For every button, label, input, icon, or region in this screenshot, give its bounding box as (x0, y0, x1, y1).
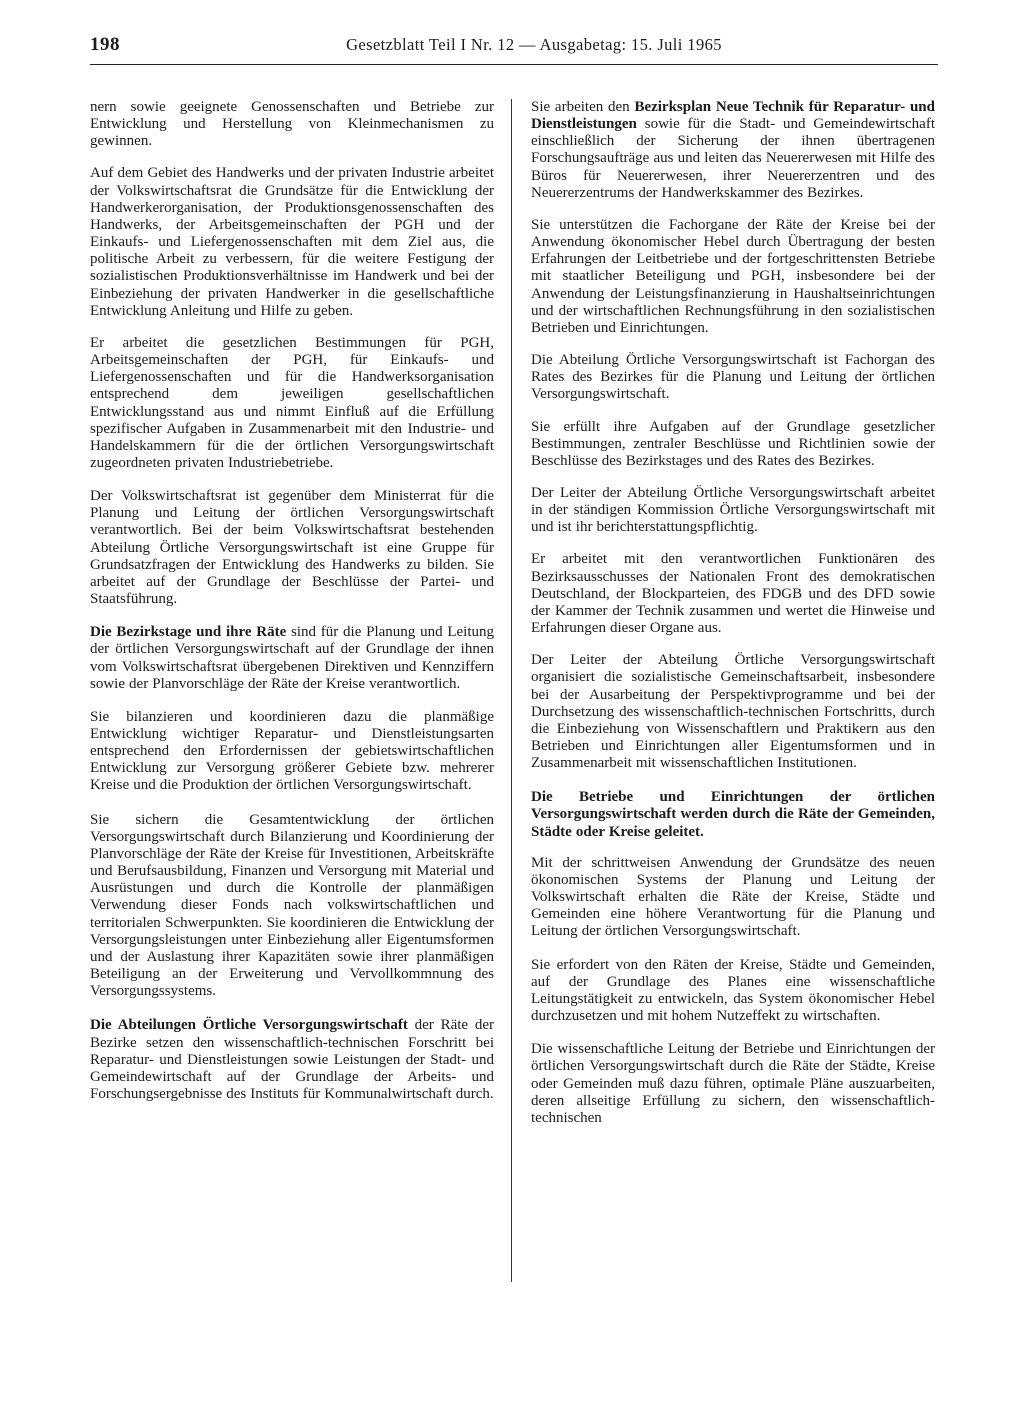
paragraph-text: Er arbeitet mit den verantwortlichen Funktionären des Bezirksausschusses der Nationalen Front des demokratischen Deutschland, der Blockparteien, des FDGB und des DFD sowie der Kammer der Technik zusammen und wertet die Hinweise und Erfahrungen dieser Organe aus. (531, 551, 935, 637)
paragraph (90, 709, 494, 795)
left-column (90, 99, 494, 1103)
paragraph-text: sind für die Planung und Leitung der örtlichen Versorgungswirtschaft auf der Grundlage der ihnen vom Volkswirtschaftsrat übergebenen Direktiven und Kennziffern sowie der Planvorschläge der Räte der Kreise verantwortlich. (90, 624, 494, 692)
paragraph (531, 485, 935, 536)
paragraph (531, 652, 935, 772)
paragraph-text: Sie erfüllt ihre Aufgaben auf der Grundlage gesetzlicher Bestimmungen, zentraler Beschlüsse und Richtlinien sowie der Beschlüsse des Bezirkstages und des Rates des Bezirkes. (531, 418, 935, 469)
paragraph-text: der Räte der Bezirke setzen den wissenschaftlich-technischen Forschritt bei Reparatur- und Dienstleistungen sowie Leistungen der Stadt- und Gemeindewirtschaft auf der Grundlage der Arbeits- und Forschungsergebnisse des Instituts für Kommunalwirtschaft durch. (90, 1017, 494, 1102)
paragraph (90, 335, 494, 472)
paragraph-text: Sie sichern die Gesamtentwicklung der örtlichen Versorgungswirtschaft durch Bilanzierung und Koordinierung der Planvorschläge der Räte der Kreise für Investitionen, Arbeitskräfte und Berufsausbildung, Finanzen und Versorgung mit Material und Ausrüstungen und durch die Kontrolle der planmäßigen Verwendung dieser Fonds nach volkswirtschaftlichen und territorialen Schwerpunkten. Sie koordinieren die Entwicklung der Versorgungsleistungen unter Einbeziehung aller Eigentumsformen und der Auslastung ihrer Kapazitäten sowie ihrer planmäßigen Beteiligung an der Erweiterung und Vervollkommnung des Versorgungssystems. (90, 811, 494, 1000)
paragraph-text: Die wissenschaftliche Leitung der Betriebe und Einrichtungen der örtlichen Versorgungswirtschaft durch die Räte der Städte, Kreise oder Gemeinden muß dazu führen, optimale Pläne auszuarbeiten, deren allseitige Erfüllung zu sichern, den wissenschaftlich-technischen (531, 1041, 935, 1126)
paragraph (90, 812, 494, 1001)
paragraph (531, 1041, 935, 1127)
paragraph-text: sowie für die Stadt- und Gemeindewirtschaft einschließlich der Sicherung der ihnen übertragenen Forschungsaufträge aus und leiten das Neuererwesen mit Hilfe des Büros für Neuererwesen, ihrer Neuererzentren und des Neuererzentrums der Handwerkskammer des Bezirkes. (531, 116, 935, 201)
paragraph (531, 551, 935, 637)
bold-lead: Die Abteilungen Örtliche Versorgungswirtschaft (90, 1017, 408, 1034)
paragraph (531, 352, 935, 403)
paragraph-intro: Sie arbeiten den (531, 99, 635, 115)
paragraph (531, 855, 935, 941)
paragraph-text: Sie erfordert von den Räten der Kreise, Städte und Gemeinden, auf der Grundlage des Planes eine wissenschaftliche Leitungstätigkeit zu entwickeln, das System ökonomischer Hebel durchzusetzen und mit hohem Nutzeffekt zu wirtschaften. (531, 956, 935, 1025)
paragraph (531, 99, 935, 202)
bold-lead: Bezirksplan Neue Technik für Reparatur- und Dienstleistungen (531, 99, 935, 133)
paragraph (531, 419, 935, 470)
paragraph (90, 99, 494, 150)
paragraph (90, 624, 494, 693)
paragraph-text: Mit der schrittweisen Anwendung der Grundsätze des neuen ökonomischen Systems der Planung und Leitung der Volkswirtschaft erhalten die Räte der Kreise, Städte und Gemeinden eine höhere Verantwortung für die Planung und Leitung der örtlichen Versorgungswirtschaft. (531, 854, 935, 940)
paragraph-text: Der Leiter der Abteilung Örtliche Versorgungswirtschaft arbeitet in der ständigen Kommission Örtliche Versorgungswirtschaft mit und ist ihr berichterstattungspflichtig. (531, 484, 935, 536)
bold-lead: Die Bezirkstage und ihre Räte (90, 624, 287, 641)
paragraph-text: Der Volkswirtschaftsrat ist gegenüber dem Ministerrat für die Planung und Leitung der örtlichen Versorgungswirtschaft verantwortlich. Bei der beim Volkswirtschaftsrat bestehenden Abteilung Örtliche Versorgungswirtschaft ist eine Gruppe für Grundsatzfragen der Entwicklung des Handwerks zu bilden. Sie arbeitet auf der Grundlage der Beschlüsse der Partei- und Staatsführung. (90, 488, 494, 608)
page-number: 198 (90, 34, 120, 55)
column-divider (511, 99, 512, 1282)
paragraph-text: nern sowie geeignete Genossenschaften und Betriebe zur Entwicklung und Herstellung von Kleinmechanismen zu gewinnen. (90, 99, 494, 150)
paragraph-text: Die Abteilung Örtliche Versorgungswirtschaft ist Fachorgan des Rates des Bezirkes für die Planung und Leitung der örtlichen Versorgungswirtschaft. (531, 352, 935, 403)
bold-lead: Die Betriebe und Einrichtungen der örtlichen Versorgungswirtschaft werden durch die Räte der Gemeinden, Städte oder Kreise geleitet. (531, 789, 935, 840)
paragraph (531, 217, 935, 337)
paragraph (90, 1017, 494, 1103)
paragraph-text: Sie unterstützen die Fachorgane der Räte der Kreise bei der Anwendung ökonomischer Hebel durch Übertragung der besten Erfahrungen der Leitbetriebe und der fortgeschrittensten Betriebe mit staatlicher Beteiligung und PGH, insbesondere bei der Anwendung der Leistungsfinanzierung in Haushaltseinrichtungen und der wirtschaftlichen Rechnungsführung in den sozialistischen Betrieben und Einrichtungen. (531, 216, 935, 336)
paragraph-text: Er arbeitet die gesetzlichen Bestimmungen für PGH, Arbeitsgemeinschaften der PGH, für Einkaufs- und Liefergenossenschaften und für die Handwerksorganisation entsprechend dem jeweiligen gesellschaftlichen Entwicklungsstand aus und nimmt Einfluß auf die Erfüllung spezifischer Aufgaben in Zusammenarbeit mit den Industrie- und Handelskammern für die der örtlichen Versorgungswirtschaft zugeordneten privaten Industriebetriebe. (90, 334, 494, 471)
page-header (90, 34, 938, 65)
paragraph-text: Auf dem Gebiet des Handwerks und der privaten Industrie arbeitet der Volkswirtschaftsrat die Grundsätze für die Entwicklung der Handwerkerorganisation, der Produktionsgenossenschaften des Handwerks, der Arbeitsgemeinschaften der PGH und der Einkaufs- und Liefergenossenschaften mit dem Ziel aus, die politische Arbeit zu verbessern, für die weitere Festigung der sozialistischen Produktionsverhältnisse im Handwerk und bei der Einbeziehung der privaten Handwerker in die gesellschaftliche Entwicklung Anleitung und Hilfe zu geben. (90, 165, 494, 319)
running-head: Gesetzblatt Teil I Nr. 12 — Ausgabetag: 15. Juli 1965 (346, 35, 722, 54)
paragraph (531, 957, 935, 1026)
paragraph-text: Der Leiter der Abteilung Örtliche Versorgungswirtschaft organisiert die sozialistische Gemeinschaftsarbeit, insbesondere bei der Ausarbeitung der Perspektivprogramme und bei der Durchsetzung des wissenschaftlich-technischen Fortschritts, durch die Einbeziehung von Wissenschaftlern und Praktikern aus den Betrieben und Einrichtungen aller Eigentumsformen und in Zusammenarbeit mit wissenschaftlichen Institutionen. (531, 652, 935, 772)
paragraph-text: Sie bilanzieren und koordinieren dazu die planmäßige Entwicklung wichtiger Reparatur- und Dienstleistungsarten entsprechend den Erfordernissen der gebietswirtschaftlichen Entwicklung zur Versorgung größerer Gebiete bzw. mehrerer Kreise und die Produktion der örtlichen Versorgungswirtschaft. (90, 708, 494, 794)
paragraph (90, 165, 494, 319)
right-column (531, 99, 935, 1127)
paragraph (90, 488, 494, 608)
section-heading (531, 789, 935, 840)
